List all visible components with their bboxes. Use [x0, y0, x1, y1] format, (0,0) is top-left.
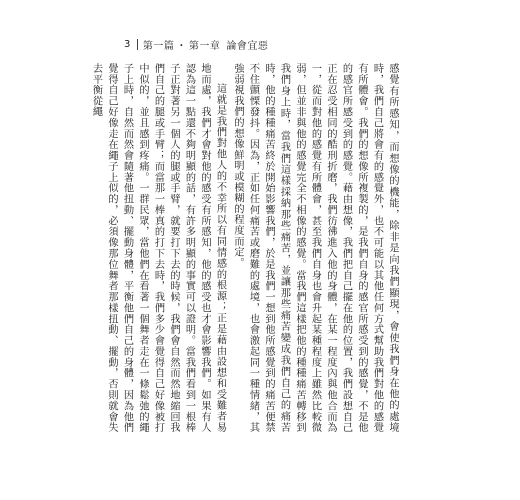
paragraph-2: 這就是我們對他人的不幸所以有同情感的根源；正是藉由設想和受難者易地而處，我們才會對他的感受有所感知，他的感受也才會影響我們。如果有人認為這一點還不夠明顯的話，有許多明顯的事實可以證明。當我們看到一根棒子正對著另一個人的腿或手臂，就要打下去的時候，我們會自然而然地縮回我們自己的腿或手臂；而當那一棒真的打下去時，我們多少會覺得自己好像被打中似的，並且感到疼痛。一群民眾，當他們在看著一個舞者走在一條鬆弛的繩子上時，自然而然會隨著他扭動、擺動身體，平衡他們自己的身體，因為他們覺得自己好像走在繩子上似的，必須像那位舞者那樣扭動、擺動，否則就會失去平衡從繩 [90, 63, 226, 433]
header-separator: ・ [176, 40, 187, 52]
paragraph-1: 感覺有所感知，而想像的機能，除非是向我們顯現，會使我們身在他的處境時，我們自己將會有的感覺外，也不可能以其他任何方式幫助我們對他的感覺有所體會。我們的想像所複製的，是我們自身的感官所感受到的感覺，不是他的感官所感受到的感覺。藉由想像，我們把自己擺在他的位置，我們設想自己正在忍受相同的酷刑折磨，我們彷彿進入他的身體，在某一程度內與他合而為一，從而對他的感覺有所體會，甚至我們自身也會升起某種程度上雖然比較微弱，但並非與他的感覺完全不相像的感覺。當我們這樣把他的種種痛苦轉移到我們身上時，當我們這樣採納那些痛苦，並讓那些痛苦變成我們自己的痛苦時，他的種種痛苦終於開始影響我們，於是我們一想到他所感覺到的痛苦便禁不住顫慄發抖。因為，正如任何痛苦或磨難的處境，也會激起同一種情緒，其強弱視我們的想像鮮明或模糊的程度而定。 [232, 63, 398, 433]
running-header [124, 37, 268, 51]
chapter-title: 論會宜惡 [226, 40, 269, 52]
part-label: 第一篇 [142, 40, 175, 52]
page-number: 3 [124, 38, 131, 50]
vertical-body-text [90, 63, 400, 433]
chapter-label: 第一章 [188, 40, 221, 52]
header-divider [137, 39, 138, 50]
